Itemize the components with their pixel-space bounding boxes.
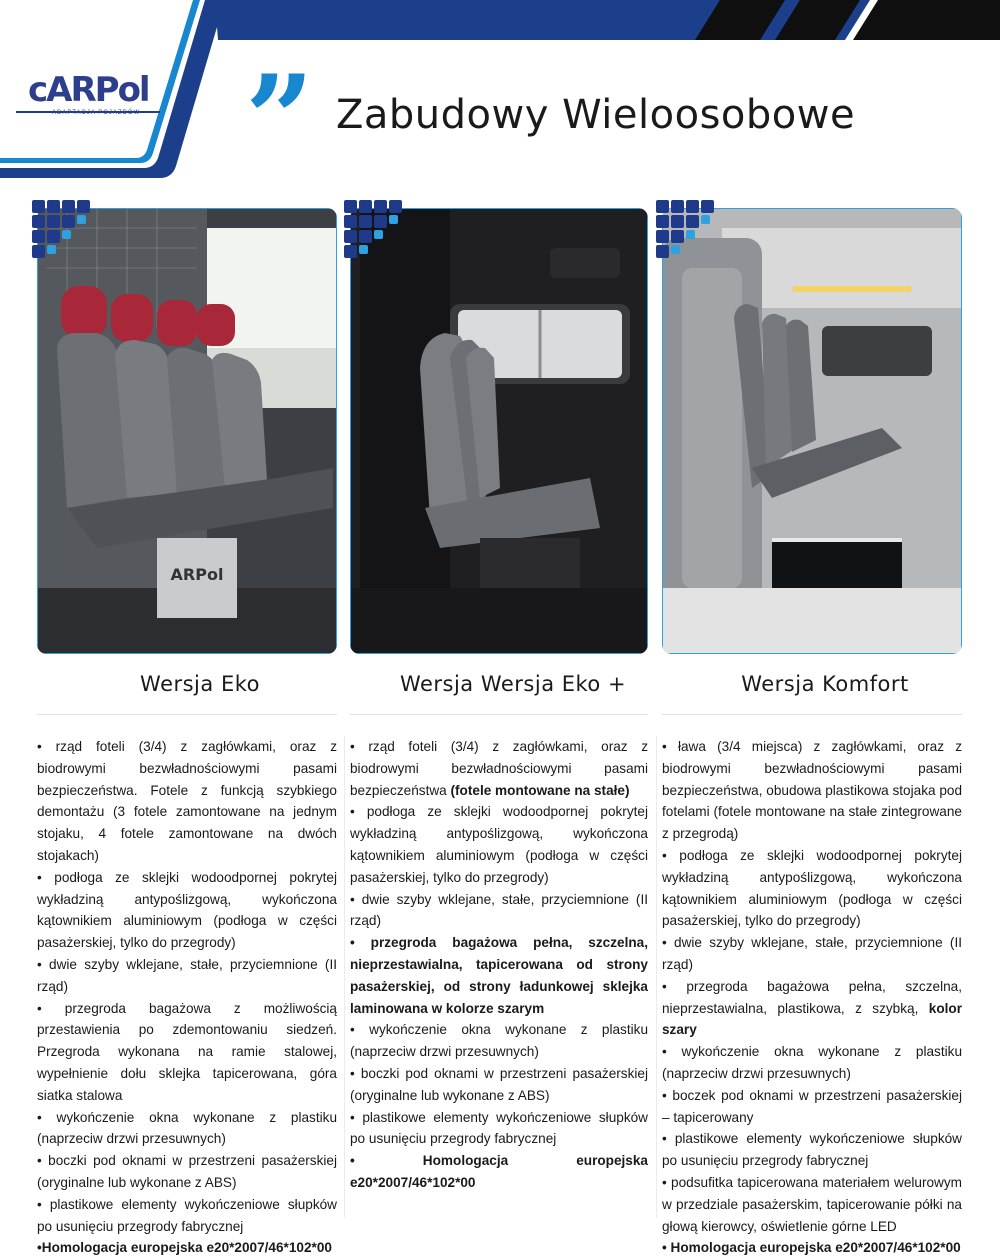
- logo-text: cARPol: [28, 70, 149, 110]
- list-item: • wykończenie okna wykonane z plastiku (naprzeciw drzwi przesuwnych): [662, 1044, 962, 1081]
- list-item-text: • rząd foteli (3/4) z zagłówkami, oraz z biodrowymi bezwładnościowymi pasami bezpieczeństwa: [350, 739, 648, 798]
- divider: [662, 714, 962, 715]
- homologation-text: • Homologacja europejska e20*2007/46*102*00: [662, 1240, 961, 1256]
- quote-mark-icon: ”: [245, 49, 297, 190]
- list-item-text: • przegroda bagażowa pełna, szczelna, nieprzestawialna, plastikowa, z szybką,: [662, 978, 962, 1016]
- svg-text:ARPol: ARPol: [170, 565, 224, 584]
- logo-subtitle: ADAPTACJA POJAZDÓW: [52, 110, 141, 116]
- page-title: Zabudowy Wieloosobowe: [336, 92, 856, 138]
- list-item: • boczki pod oknami w przestrzeni pasażerskiej (oryginalne lub wykonane z ABS): [37, 1153, 337, 1190]
- list-item: • dwie szyby wklejane, stałe, przyciemnione (II rząd): [350, 891, 648, 929]
- corner-ornament-icon: [32, 200, 94, 258]
- list-item: • podsufitka tapicerowana materiałem welurowym w przedziale pasażerskim, tapicerowanie półki na głową kierowcy, oświetlenie górne LED: [662, 1174, 962, 1234]
- photo-wersja-komfort: [662, 208, 962, 654]
- column-separator: [344, 736, 345, 1218]
- list-item: • wykończenie okna wykonane z plastiku (naprzeciw drzwi przesuwnych): [37, 1109, 337, 1147]
- column-title-eko-plus: Wersja Wersja Eko +: [399, 672, 627, 696]
- list-item: • wykończenie okna wykonane z plastiku (naprzeciw drzwi przesuwnych): [350, 1022, 648, 1060]
- list-item: • przegroda bagażowa z możliwością przestawienia po zdemontowaniu siedzeń. Przegroda wykonana na ramie stalowej, wypełnienie dołu sklejka tapicerowana, góra siatka stalowa: [37, 1000, 337, 1103]
- column-separator: [656, 736, 657, 1218]
- photo-wersja-eko-plus: [350, 208, 648, 654]
- list-item: • podłoga ze sklejki wodoodpornej pokrytej wykładziną antypoślizgową, wykończona kątownikiem aluminiowym (podłoga w części pasażerskiej, tylko do przegrody): [350, 804, 648, 885]
- homologation-text: •Homologacja europejska e20*2007/46*102*00: [37, 1240, 332, 1256]
- list-item-emphasis: kolor szary: [662, 1000, 962, 1038]
- list-item: • podłoga ze sklejki wodoodpornej pokrytej wykładziną antypoślizgową, wykończona kątownikiem aluminiowym (podłoga w części pasażerskiej, tylko do przegrody): [662, 847, 962, 929]
- brand-logo: [28, 70, 158, 126]
- list-item: [350, 736, 648, 801]
- list-item: [37, 1237, 337, 1259]
- list-item: [350, 932, 648, 1019]
- list-item-emphasis: • przegroda bagażowa pełna, szczelna, nieprzestawialna, tapicerowana od strony pasażerskiej, od strony ładunkowej sklejka laminowana w kolorze szarym: [350, 935, 648, 1016]
- list-item: • boczki pod oknami w przestrzeni pasażerskiej (oryginalne lub wykonane z ABS): [350, 1065, 648, 1103]
- column-title-eko: Wersja Eko: [140, 672, 260, 696]
- corner-ornament-icon: [656, 200, 718, 258]
- list-item: • dwie szyby wklejane, stałe, przyciemnione (II rząd): [662, 935, 962, 972]
- list-item: • boczek pod oknami w przestrzeni pasażerskiej – tapicerowany: [662, 1087, 962, 1125]
- list-item: • podłoga ze sklejki wodoodpornej pokrytej wykładziną antypoślizgową, wykończona kątownikiem aluminiowym (podłoga w części pasażerskiej, tylko do przegrody): [37, 869, 337, 951]
- list-item: • plastikowe elementy wykończeniowe słupków po usunięciu przegrody fabrycznej: [37, 1196, 337, 1234]
- divider: [350, 714, 648, 715]
- list-item: [662, 1237, 962, 1259]
- column-title-komfort: Wersja Komfort: [741, 672, 909, 696]
- list-item: [350, 1150, 648, 1194]
- homologation-text: • Homologacja europejska e20*2007/46*102*00: [350, 1153, 648, 1190]
- list-item: • dwie szyby wklejane, stałe, przyciemnione (II rząd): [37, 956, 337, 994]
- feature-list-komfort: [662, 736, 962, 1259]
- list-item: • rząd foteli (3/4) z zagłówkami, oraz z biodrowymi bezwładnościowymi pasami bezpieczeństwa. Fotele z funkcją szybkiego demontażu (3 fotele zamontowane na jednym stojaku, 4 fotele zamontowane na dwóch stojakach): [37, 739, 337, 863]
- photo-wersja-eko: [37, 208, 337, 654]
- list-item-emphasis: (fotele montowane na stałe): [450, 782, 630, 798]
- list-item: [662, 976, 962, 1041]
- list-item: • plastikowe elementy wykończeniowe słupków po usunięciu przegrody fabrycznej: [662, 1131, 962, 1169]
- list-item: • ława (3/4 miejsca) z zagłówkami, oraz z biodrowymi bezwładnościowymi pasami bezpieczeństwa, obudowa plastikowa stojaka pod fotelami (fotele montowane na stałe zintegrowane z przegrodą): [662, 739, 963, 842]
- list-item: • plastikowe elementy wykończeniowe słupków po usunięciu przegrody fabrycznej: [350, 1109, 648, 1147]
- feature-list-eko: [37, 736, 337, 1259]
- corner-ornament-icon: [344, 200, 406, 258]
- feature-list-eko-plus: [350, 736, 648, 1194]
- divider: [37, 714, 337, 715]
